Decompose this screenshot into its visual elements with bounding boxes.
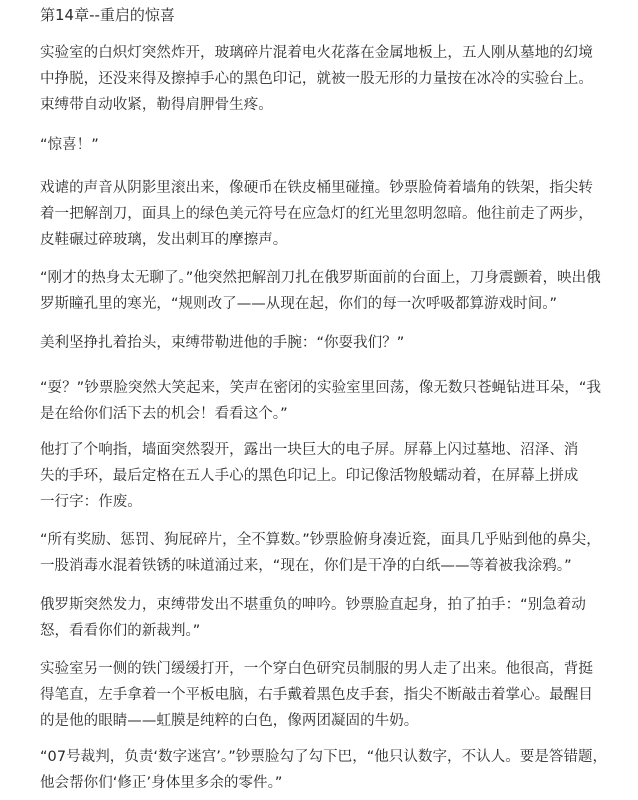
paragraph-2 bbox=[40, 132, 605, 158]
paragraph-1 bbox=[40, 40, 605, 118]
paragraph-line: 得笔直，左手拿着一个平板电脑，右手戴着黑色皮手套，指尖不断敲击着掌心。最醒目 bbox=[40, 687, 593, 703]
paragraph-line: 他打了个响指，墙面突然裂开，露出一块巨大的电子屏。屏幕上闪过墓地、沼泽、消 bbox=[40, 442, 579, 458]
paragraph-9 bbox=[40, 592, 605, 644]
paragraph-line: “所有奖励、惩罚、狗屁碎片，全不算数。”钞票脸俯身凑近瓷，面具几乎贴到他的鼻尖， bbox=[40, 532, 601, 548]
paragraph-line: 实验室的白炽灯突然炸开，玻璃碎片混着电火花落在金属地板上，五人刚从墓地的幻境 bbox=[40, 45, 593, 61]
paragraph-6 bbox=[40, 375, 605, 427]
chapter-page bbox=[40, 0, 608, 800]
paragraph-10 bbox=[40, 656, 605, 734]
chapter-title: 第14章--重启的惊喜 bbox=[40, 6, 175, 24]
paragraph-line: “07号裁判，负责‘数字迷宫’。”钞票脸勾了勾下巴，“他只认数字，不认人。要是答错题， bbox=[40, 749, 608, 765]
paragraph-line: 他会帮你们‘修正’身体里多余的零件。” bbox=[40, 775, 283, 791]
paragraph-line: 失的手环，最后定格在五人手心的黑色印记上。印记像活物般蠕动着，在屏幕上拼成 bbox=[40, 468, 579, 484]
paragraph-line: 束缚带自动收紧，勒得肩胛骨生疼。 bbox=[40, 97, 273, 113]
paragraph-4 bbox=[40, 265, 605, 317]
paragraph-line: 着一把解剖刀，面具上的绿色美元符号在应急灯的红光里忽明忽暗。他往前走了两步， bbox=[40, 206, 593, 222]
paragraph-line: 怒，看看你们的新裁判。” bbox=[40, 623, 201, 639]
paragraph-3 bbox=[40, 175, 605, 253]
paragraph-11 bbox=[40, 744, 608, 796]
paragraph-line: “刚才的热身太无聊了。”他突然把解剖刀扎在俄罗斯面前的台面上，刀身震颤着，映出俄 bbox=[40, 270, 601, 286]
paragraph-line: 一股消毒水混着铁锈的味道涌过来，“现在，你们是干净的白纸——等着被我涂鸦。” bbox=[40, 558, 572, 574]
paragraph-line: 一行字：作废。 bbox=[40, 494, 142, 510]
paragraph-line: 是在给你们活下去的机会！看看这个。” bbox=[40, 406, 288, 422]
paragraph-line: “耍？”钞票脸突然大笑起来，笑声在密闭的实验室里回荡，像无数只苍蝇钻进耳朵，“我 bbox=[40, 380, 602, 396]
paragraph-line: 罗斯瞳孔里的寒光，“规则改了——从现在起，你们的每一次呼吸都算游戏时间。” bbox=[40, 296, 558, 312]
paragraph-5 bbox=[40, 330, 605, 356]
paragraph-line: “惊喜！” bbox=[40, 137, 99, 153]
paragraph-line: 俄罗斯突然发力，束缚带发出不堪重负的呻吟。钞票脸直起身，拍了拍手：“别急着动 bbox=[40, 597, 586, 613]
paragraph-line: 戏谑的声音从阴影里滚出来，像硬币在铁皮桶里碰撞。钞票脸倚着墙角的铁架，指尖转 bbox=[40, 180, 593, 196]
paragraph-8 bbox=[40, 527, 605, 579]
paragraph-7 bbox=[40, 437, 605, 515]
paragraph-line: 中挣脱，还没来得及擦掉手心的黑色印记，就被一股无形的力量按在冰冷的实验台上。 bbox=[40, 71, 593, 87]
paragraph-line: 美利坚挣扎着抬头，束缚带勒进他的手腕：“你耍我们？” bbox=[40, 335, 405, 351]
paragraph-line: 实验室另一侧的铁门缓缓打开，一个穿白色研究员制服的男人走了出来。他很高，背挺 bbox=[40, 661, 593, 677]
paragraph-line: 皮鞋碾过碎玻璃，发出刺耳的摩擦声。 bbox=[40, 232, 288, 248]
paragraph-line: 的是他的眼睛——虹膜是纯粹的白色，像两团凝固的牛奶。 bbox=[40, 713, 419, 729]
